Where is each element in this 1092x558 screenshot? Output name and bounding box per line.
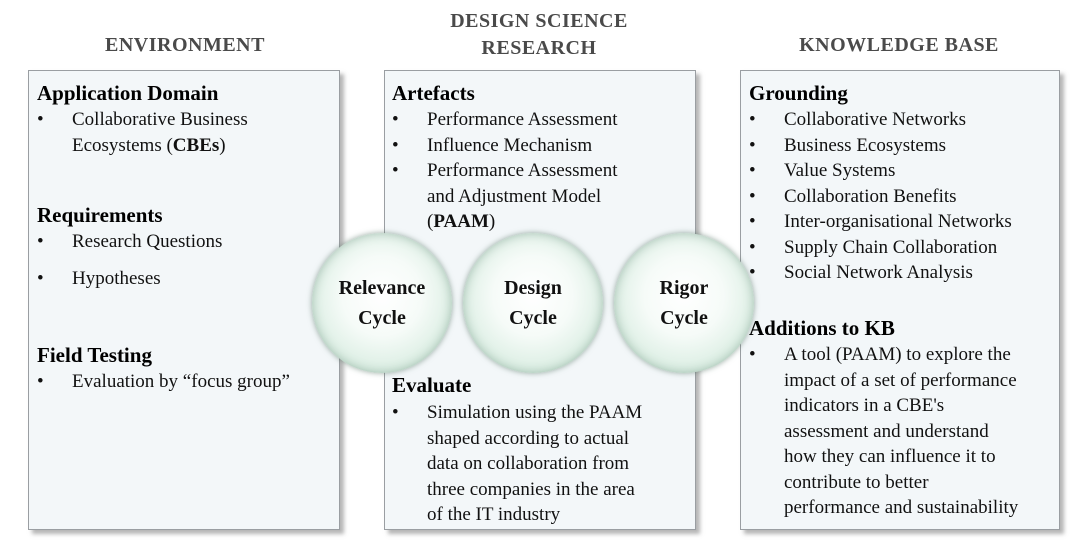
artefacts-title: Artefacts: [392, 81, 475, 105]
additions-line-5: how they can influence it to: [784, 446, 996, 467]
artefact-3-paam: PAAM: [433, 211, 489, 232]
rigor-cycle: [614, 233, 754, 373]
additions-line-1: A tool (PAAM) to explore the: [784, 344, 1011, 365]
list-item: [37, 107, 248, 158]
list-item: [749, 133, 1012, 159]
grounding-item-5: Inter-organisational Networks: [784, 211, 1012, 232]
relevance-cycle: [312, 233, 452, 373]
dsr-header-line1: DESIGN SCIENCE: [450, 10, 628, 32]
evaluate-line-2: shaped according to actual: [427, 427, 630, 449]
evaluate-line-5: of the IT industry: [427, 504, 561, 525]
knowledge-base-header: [740, 32, 1058, 59]
design-cycle-label: [504, 273, 562, 333]
list-item: [749, 260, 1012, 286]
environment-header: [30, 32, 340, 59]
requirement-1: Research Questions: [72, 231, 223, 252]
additions-line-3: indicators in a CBE's: [784, 395, 945, 416]
requirements-list: [37, 229, 222, 291]
evaluate-list: [392, 400, 642, 528]
environment-panel: [28, 70, 340, 530]
artefact-3-line1: Performance Assessment: [427, 160, 618, 181]
rigor-cycle-label: [660, 273, 709, 333]
relevance-cycle-line2: Cycle: [358, 307, 406, 329]
app-domain-line1: Collaborative Business: [72, 109, 248, 130]
grounding-item-7: Social Network Analysis: [784, 262, 973, 283]
additions-line-6: contribute to better: [784, 471, 929, 493]
list-item: [392, 133, 617, 159]
list-item: [749, 184, 1012, 210]
knowledge-base-header-text: KNOWLEDGE BASE: [799, 34, 999, 56]
application-domain-title: Application Domain: [37, 81, 219, 105]
list-item: [37, 266, 222, 292]
rigor-cycle-line2: Cycle: [660, 307, 708, 329]
grounding-item-3: Value Systems: [784, 160, 896, 181]
additions-list: [749, 342, 1018, 521]
list-item: [37, 229, 222, 255]
requirement-2: Hypotheses: [72, 267, 161, 289]
artefact-3-open: (: [427, 211, 434, 232]
list-item: [392, 400, 642, 528]
evaluate-line-3: data on collaboration from: [427, 453, 630, 474]
list-item: [749, 158, 1012, 184]
app-domain-cbes: CBEs: [172, 134, 220, 156]
dsr-header: [384, 8, 694, 62]
list-item: [749, 342, 1018, 521]
rigor-cycle-line1: Rigor: [659, 277, 709, 299]
grounding-title: Grounding: [749, 81, 848, 105]
grounding-item-6: Supply Chain Collaboration: [784, 236, 998, 258]
app-domain-line2-pre: Ecosystems (: [72, 134, 173, 156]
dsr-header-line2: RESEARCH: [481, 37, 597, 59]
field-testing-list: [37, 369, 290, 395]
list-item: [749, 209, 1012, 235]
field-testing-1: Evaluation by “focus group”: [72, 371, 290, 392]
additions-line-4: assessment and understand: [784, 420, 989, 442]
relevance-cycle-label: [339, 273, 426, 333]
additions-to-kb-title: Additions to KB: [749, 316, 895, 340]
relevance-cycle-line1: Relevance: [338, 277, 426, 299]
grounding-item-2: Business Ecosystems: [784, 134, 947, 156]
artefact-2: Influence Mechanism: [427, 134, 593, 156]
list-item: [392, 158, 617, 235]
evaluate-line-4: three companies in the area: [427, 478, 635, 500]
evaluate-line-1: Simulation using the PAAM: [427, 402, 643, 423]
artefacts-list: [392, 107, 617, 235]
additions-line-2: impact of a set of performance: [784, 369, 1017, 391]
field-testing-title: Field Testing: [37, 343, 152, 367]
app-domain-line2-post: ): [219, 134, 226, 156]
artefact-3-line2: and Adjustment Model: [427, 185, 602, 207]
list-item: [749, 235, 1012, 261]
evaluate-title: Evaluate: [392, 373, 472, 397]
grounding-list: [749, 107, 1012, 286]
artefact-3-close: ): [488, 211, 496, 232]
artefact-1: Performance Assessment: [427, 109, 618, 130]
knowledge-base-panel: [740, 70, 1060, 530]
grounding-item-4: Collaboration Benefits: [784, 185, 957, 207]
grounding-item-1: Collaborative Networks: [784, 109, 967, 130]
application-domain-list: [37, 107, 248, 158]
list-item: [392, 107, 617, 133]
additions-line-7: performance and sustainability: [784, 497, 1019, 518]
list-item: [37, 369, 290, 395]
list-item: [749, 107, 1012, 133]
design-cycle-line2: Cycle: [509, 307, 557, 329]
requirements-title: Requirements: [37, 203, 163, 227]
environment-header-text: ENVIRONMENT: [105, 34, 265, 56]
design-cycle-line1: Design: [504, 277, 562, 299]
design-cycle: [463, 233, 603, 373]
